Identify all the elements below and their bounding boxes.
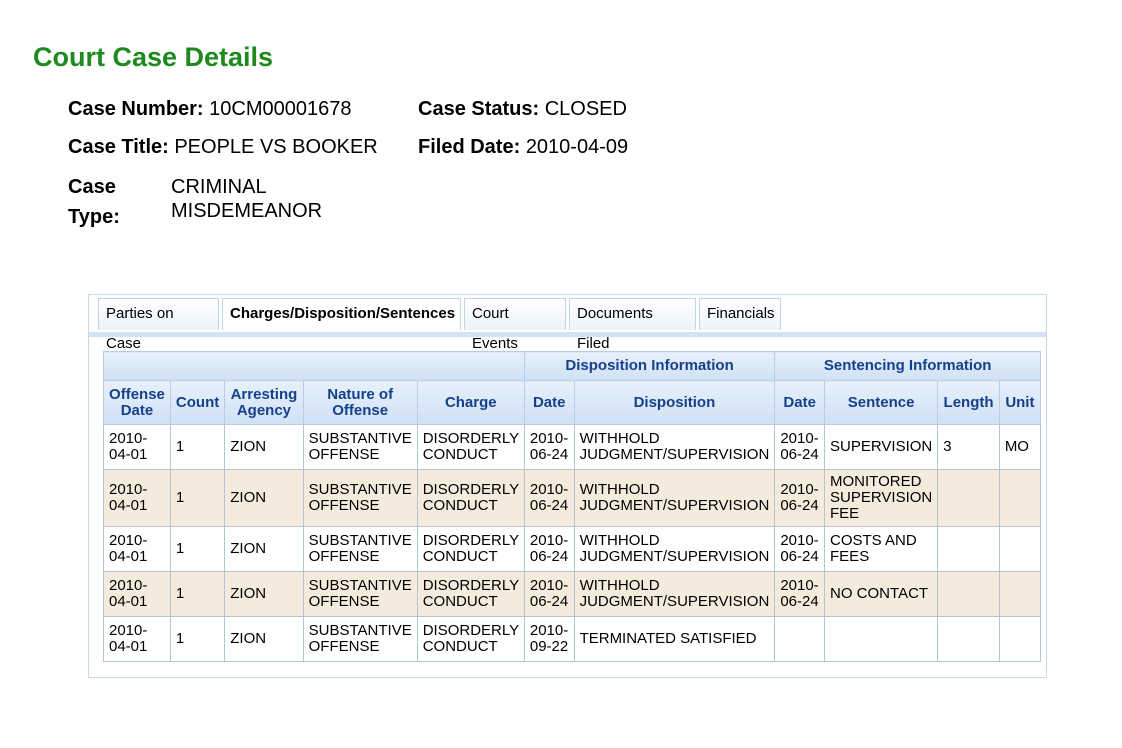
cell-charge: DISORDERLY CONDUCT xyxy=(417,425,524,470)
cell-charge: DISORDERLY CONDUCT xyxy=(417,527,524,572)
case-title xyxy=(68,135,378,159)
cell-disposition: WITHHOLD JUDGMENT/SUPERVISION xyxy=(574,470,775,527)
cell-length xyxy=(938,572,1000,617)
tab-charges-disposition-sentences[interactable]: Charges/Disposition/Sentences xyxy=(222,298,461,330)
column-header-unit: Unit xyxy=(999,381,1040,425)
cell-disposition: WITHHOLD JUDGMENT/SUPERVISION xyxy=(574,527,775,572)
cell-unit xyxy=(999,470,1040,527)
cell-unit xyxy=(999,572,1040,617)
column-header-disposition: Disposition xyxy=(574,381,775,425)
cell-disposition-date: 2010-09-22 xyxy=(524,617,574,662)
column-header-arresting-agency: Arresting Agency xyxy=(225,381,303,425)
case-number xyxy=(68,97,352,121)
cell-unit: MO xyxy=(999,425,1040,470)
cell-disposition: WITHHOLD JUDGMENT/SUPERVISION xyxy=(574,572,775,617)
cell-length xyxy=(938,527,1000,572)
cell-sentence: MONITORED SUPERVISION FEE xyxy=(825,470,938,527)
table-column-header-row xyxy=(104,381,1041,425)
cell-arresting-agency: ZION xyxy=(225,470,303,527)
group-header-disposition: Disposition Information xyxy=(524,352,774,381)
cell-charge: DISORDERLY CONDUCT xyxy=(417,617,524,662)
cell-arresting-agency: ZION xyxy=(225,617,303,662)
cell-offense-date: 2010-04-01 xyxy=(104,425,171,470)
group-header-sentencing: Sentencing Information xyxy=(775,352,1041,381)
case-status-label: Case Status: xyxy=(418,98,540,120)
cell-disposition-date: 2010-06-24 xyxy=(524,527,574,572)
tab-court-events[interactable]: Court Events xyxy=(464,298,566,330)
cell-charge: DISORDERLY CONDUCT xyxy=(417,572,524,617)
cell-nature-of-offense: SUBSTANTIVE OFFENSE xyxy=(303,572,417,617)
cell-sentence-date: 2010-06-24 xyxy=(775,527,825,572)
table-row xyxy=(104,527,1041,572)
filed-date-label: Filed Date: xyxy=(418,136,521,158)
cell-sentence: COSTS AND FEES xyxy=(825,527,938,572)
table-body xyxy=(104,425,1041,662)
column-header-count: Count xyxy=(170,381,224,425)
table-row xyxy=(104,572,1041,617)
column-header-disposition-date: Date xyxy=(524,381,574,425)
filed-date xyxy=(418,135,628,159)
cell-sentence: NO CONTACT xyxy=(825,572,938,617)
cell-disposition: TERMINATED SATISFIED xyxy=(574,617,775,662)
tab-parties-on-case[interactable]: Parties on Case xyxy=(98,298,219,330)
cell-count: 1 xyxy=(170,572,224,617)
column-header-sentence-date: Date xyxy=(775,381,825,425)
cell-sentence: SUPERVISION xyxy=(825,425,938,470)
cell-arresting-agency: ZION xyxy=(225,425,303,470)
cell-arresting-agency: ZION xyxy=(225,527,303,572)
charges-table xyxy=(103,351,1041,662)
tab-financials[interactable]: Financials xyxy=(699,298,781,330)
column-header-offense-date: Offense Date xyxy=(104,381,171,425)
cell-offense-date: 2010-04-01 xyxy=(104,572,171,617)
column-header-charge: Charge xyxy=(417,381,524,425)
table-row xyxy=(104,470,1041,527)
tab-bar xyxy=(89,295,1046,352)
group-header-blank xyxy=(104,352,525,381)
filed-date-value: 2010-04-09 xyxy=(525,136,629,158)
cell-nature-of-offense: SUBSTANTIVE OFFENSE xyxy=(303,425,417,470)
cell-offense-date: 2010-04-01 xyxy=(104,617,171,662)
cell-nature-of-offense: SUBSTANTIVE OFFENSE xyxy=(303,527,417,572)
cell-sentence xyxy=(825,617,938,662)
column-header-length: Length xyxy=(938,381,1000,425)
case-tabs-panel xyxy=(88,294,1047,678)
cell-disposition-date: 2010-06-24 xyxy=(524,470,574,527)
table-group-header-row xyxy=(104,352,1041,381)
cell-disposition-date: 2010-06-24 xyxy=(524,425,574,470)
case-number-label: Case Number: xyxy=(68,98,204,120)
cell-charge: DISORDERLY CONDUCT xyxy=(417,470,524,527)
case-status-value: CLOSED xyxy=(544,98,627,120)
cell-sentence-date: 2010-06-24 xyxy=(775,470,825,527)
column-header-nature-of-offense: Nature of Offense xyxy=(303,381,417,425)
tab-documents-filed[interactable]: Documents Filed xyxy=(569,298,696,330)
cell-sentence-date: 2010-06-24 xyxy=(775,425,825,470)
table-row xyxy=(104,617,1041,662)
cell-length xyxy=(938,470,1000,527)
case-type-value: CRIMINAL MISDEMEANOR xyxy=(171,176,323,222)
cell-unit xyxy=(999,527,1040,572)
cell-count: 1 xyxy=(170,425,224,470)
cell-nature-of-offense: SUBSTANTIVE OFFENSE xyxy=(303,470,417,527)
cell-disposition: WITHHOLD JUDGMENT/SUPERVISION xyxy=(574,425,775,470)
cell-sentence-date xyxy=(775,617,825,662)
cell-length: 3 xyxy=(938,425,1000,470)
cell-count: 1 xyxy=(170,470,224,527)
case-type-label: Case Type: xyxy=(68,176,120,228)
case-title-label: Case Title: xyxy=(68,136,169,158)
cell-disposition-date: 2010-06-24 xyxy=(524,572,574,617)
cell-nature-of-offense: SUBSTANTIVE OFFENSE xyxy=(303,617,417,662)
case-title-value: PEOPLE VS BOOKER xyxy=(174,136,378,158)
cell-count: 1 xyxy=(170,527,224,572)
cell-count: 1 xyxy=(170,617,224,662)
cell-unit xyxy=(999,617,1040,662)
page-title: Court Case Details xyxy=(33,42,274,72)
column-header-sentence: Sentence xyxy=(825,381,938,425)
cell-sentence-date: 2010-06-24 xyxy=(775,572,825,617)
case-number-value: 10CM00001678 xyxy=(209,98,352,120)
table-row xyxy=(104,425,1041,470)
cell-arresting-agency: ZION xyxy=(225,572,303,617)
cell-offense-date: 2010-04-01 xyxy=(104,527,171,572)
cell-length xyxy=(938,617,1000,662)
cell-offense-date: 2010-04-01 xyxy=(104,470,171,527)
case-status xyxy=(418,97,627,121)
